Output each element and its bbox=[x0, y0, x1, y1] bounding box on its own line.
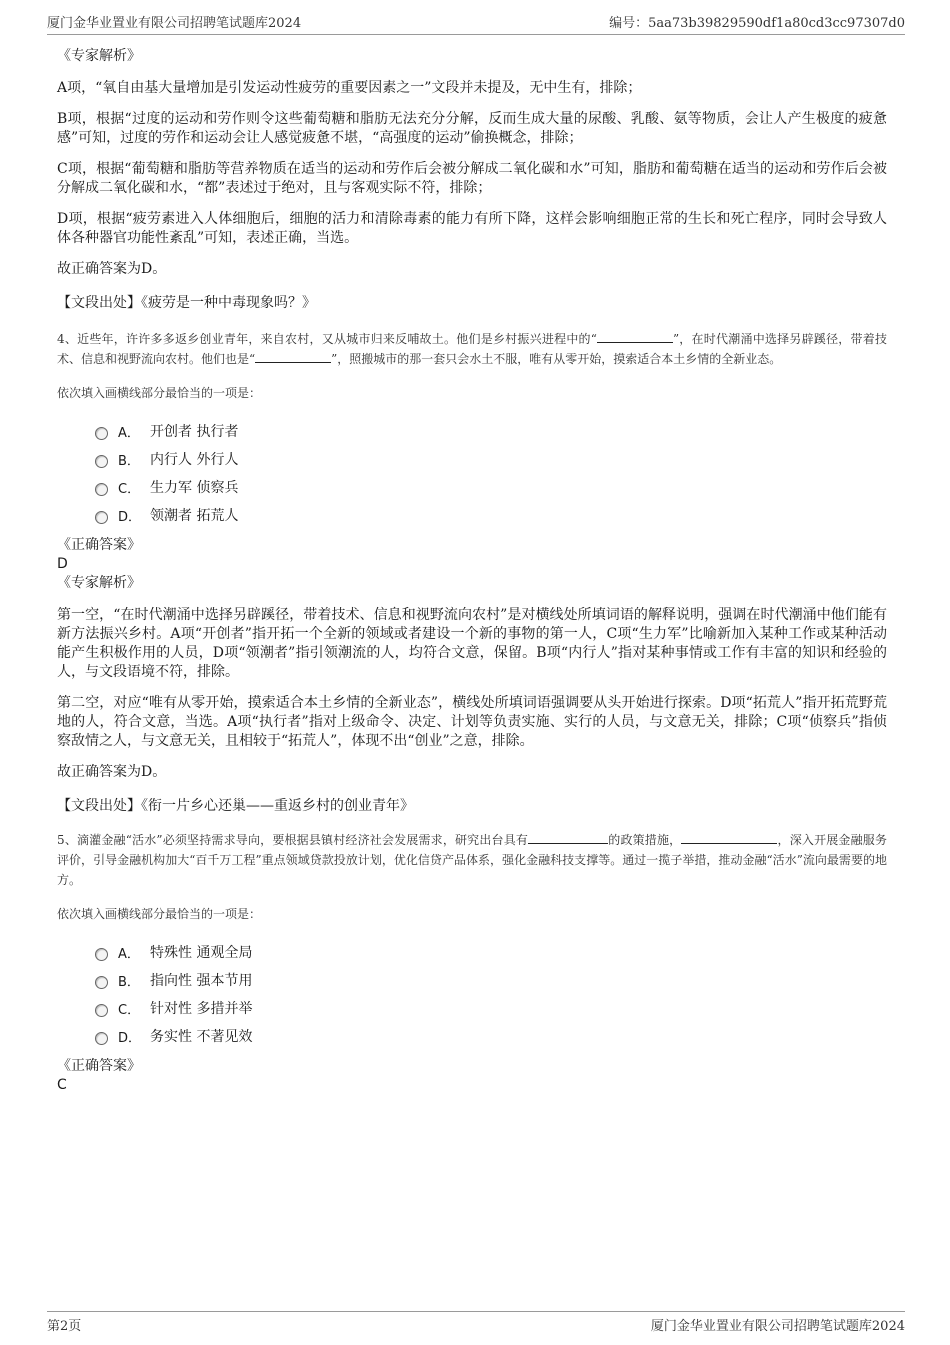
radio-icon[interactable] bbox=[95, 455, 108, 468]
option-text: 针对性 多措并举 bbox=[150, 1001, 253, 1017]
page-footer bbox=[47, 1311, 905, 1334]
q4-analysis-blank-1: 第一空，“在时代潮涌中选择另辟蹊径，带着技术、信息和视野流向农村”是对横线处所填词语的解释说明，强调在时代潮涌中他们能有新方法振兴乡村。A项“开创者”指开拓一个全新的领域或者建设一个新的事物的第一人，C项“生力军”比喻新加入某种工作或某种活动能产生积极作用的人员，D项“领潮者”指引领潮流的人，均符合文意，保留。B项“内行人”指对某种事情或工作有丰富的知识和经验的人，与文段语境不符，排除。 bbox=[57, 607, 887, 680]
option-text: 特殊性 通观全局 bbox=[150, 945, 253, 961]
page-number: 第2页 bbox=[47, 1319, 82, 1334]
q4-option-d[interactable] bbox=[95, 501, 887, 529]
option-text: 开创者 执行者 bbox=[150, 424, 239, 440]
q4-stem-part2: ”，在时代潮涌中选择另辟蹊径，带着技术、信息和视野流向农村。他们也是“ bbox=[57, 332, 887, 366]
q5-instruction: 依次填入画横线部分最恰当的一项是： bbox=[57, 907, 262, 921]
option-letter: C． bbox=[118, 481, 141, 497]
option-text: 生力军 侦察兵 bbox=[150, 480, 239, 496]
q4-options bbox=[95, 417, 887, 529]
q4-source: 【文段出处】《衔一片乡心还巢——重返乡村的创业青年》 bbox=[57, 798, 414, 814]
option-letter: A． bbox=[118, 946, 140, 962]
q5-option-d[interactable] bbox=[95, 1022, 887, 1050]
prev-expert-heading: 《专家解析》 bbox=[57, 48, 141, 64]
option-text: 内行人 外行人 bbox=[150, 452, 239, 468]
q4-instruction: 依次填入画横线部分最恰当的一项是： bbox=[57, 386, 262, 400]
prev-conclusion: 故正确答案为D。 bbox=[57, 261, 167, 277]
q4-blank-2 bbox=[255, 350, 331, 363]
prev-analysis-c: C项，根据“葡萄糖和脂肪等营养物质在适当的运动和劳作后会被分解成二氧化碳和水”可知，脂肪和葡萄糖在适当的运动和劳作后会被分解成二氧化碳和水，“都”表述过于绝对，且与客观实际不符，排除； bbox=[57, 161, 887, 196]
q5-stem-part1: 5、滴灌金融“活水”必须坚持需求导向，要根据县镇村经济社会发展需求，研究出台具有 bbox=[57, 833, 529, 847]
radio-icon[interactable] bbox=[95, 427, 108, 440]
q5-answer: C bbox=[57, 1077, 67, 1093]
q4-blank-1 bbox=[597, 330, 673, 343]
q5-stem bbox=[57, 830, 887, 890]
q5-answer-heading: 《正确答案》 bbox=[57, 1058, 141, 1074]
option-letter: C． bbox=[118, 1002, 141, 1018]
radio-icon[interactable] bbox=[95, 976, 108, 989]
q4-stem-part1: 4、近些年，许许多多返乡创业青年，来自农村，又从城市归来反哺故土。他们是乡村振兴进程中的“ bbox=[57, 332, 597, 346]
prev-source: 【文段出处】《疲劳是一种中毒现象吗？》 bbox=[57, 295, 316, 311]
q5-blank-2 bbox=[681, 831, 777, 844]
option-letter: D． bbox=[118, 509, 142, 525]
radio-icon[interactable] bbox=[95, 948, 108, 961]
q4-option-c[interactable] bbox=[95, 473, 887, 501]
q5-options bbox=[95, 938, 887, 1050]
radio-icon[interactable] bbox=[95, 511, 108, 524]
option-text: 领潮者 拓荒人 bbox=[150, 508, 239, 524]
q5-stem-part3: ，深入开展金融服务评价，引导金融机构加大“百千万工程”重点领域贷款投放计划，优化信贷产品体系，强化金融科技支撑等。通过一揽子举措，推动金融“活水”流向最需要的地方。 bbox=[57, 833, 887, 887]
q4-stem bbox=[57, 329, 887, 369]
q4-stem-part3: ”，照搬城市的那一套只会水土不服，唯有从零开始，摸索适合本土乡情的全新业态。 bbox=[331, 352, 782, 366]
q4-conclusion: 故正确答案为D。 bbox=[57, 764, 167, 780]
q4-option-b[interactable] bbox=[95, 445, 887, 473]
q5-option-a[interactable] bbox=[95, 938, 887, 966]
q4-option-a[interactable] bbox=[95, 417, 887, 445]
radio-icon[interactable] bbox=[95, 483, 108, 496]
q5-option-c[interactable] bbox=[95, 994, 887, 1022]
radio-icon[interactable] bbox=[95, 1004, 108, 1017]
option-letter: D． bbox=[118, 1030, 142, 1046]
header-title: 厦门金华业置业有限公司招聘笔试题库2024 bbox=[47, 16, 302, 31]
prev-analysis-a: A项，“氧自由基大量增加是引发运动性疲劳的重要因素之一”文段并未提及，无中生有，排除； bbox=[57, 80, 642, 96]
option-text: 指向性 强本节用 bbox=[150, 973, 253, 989]
q4-answer: D bbox=[57, 556, 68, 572]
q4-answer-heading: 《正确答案》 bbox=[57, 537, 141, 553]
q5-blank-1 bbox=[528, 831, 608, 844]
page-header bbox=[47, 12, 905, 35]
radio-icon[interactable] bbox=[95, 1032, 108, 1045]
q5-option-b[interactable] bbox=[95, 966, 887, 994]
page-content bbox=[57, 46, 887, 1094]
q4-analysis-blank-2: 第二空，对应“唯有从零开始，摸索适合本土乡情的全新业态”，横线处所填词语强调要从头开始进行探索。D项“拓荒人”指开拓荒野荒地的人，符合文意，当选。A项“执行者”指对上级命令、决定、计划等负责实施、实行的人员，与文意无关，排除；C项“侦察兵”指侦察敌情之人，与文意无关，且相较于“拓荒人”，体现不出“创业”之意，排除。 bbox=[57, 695, 887, 749]
footer-title: 厦门金华业置业有限公司招聘笔试题库2024 bbox=[650, 1319, 905, 1334]
option-letter: B． bbox=[118, 453, 140, 469]
q5-stem-part2: 的政策措施， bbox=[608, 833, 682, 847]
header-doc-id: 编号：5aa73b39829590df1a80cd3cc97307d0 bbox=[609, 16, 905, 31]
option-letter: A． bbox=[118, 425, 140, 441]
option-text: 务实性 不著见效 bbox=[150, 1029, 253, 1045]
prev-analysis-b: B项，根据“过度的运动和劳作则令这些葡萄糖和脂肪无法充分分解，反而生成大量的尿酸、乳酸、氨等物质，会让人产生极度的疲惫感”可知，过度的劳作和运动会让人感觉疲惫不堪，“高强度的运动”偷换概念，排除； bbox=[57, 111, 887, 146]
prev-analysis-d: D项，根据“疲劳素进入人体细胞后，细胞的活力和清除毒素的能力有所下降，这样会影响细胞正常的生长和死亡程序，同时会导致人体各种器官功能性紊乱”可知，表述正确，当选。 bbox=[57, 211, 887, 246]
option-letter: B． bbox=[118, 974, 140, 990]
q4-expert-heading: 《专家解析》 bbox=[57, 575, 141, 591]
